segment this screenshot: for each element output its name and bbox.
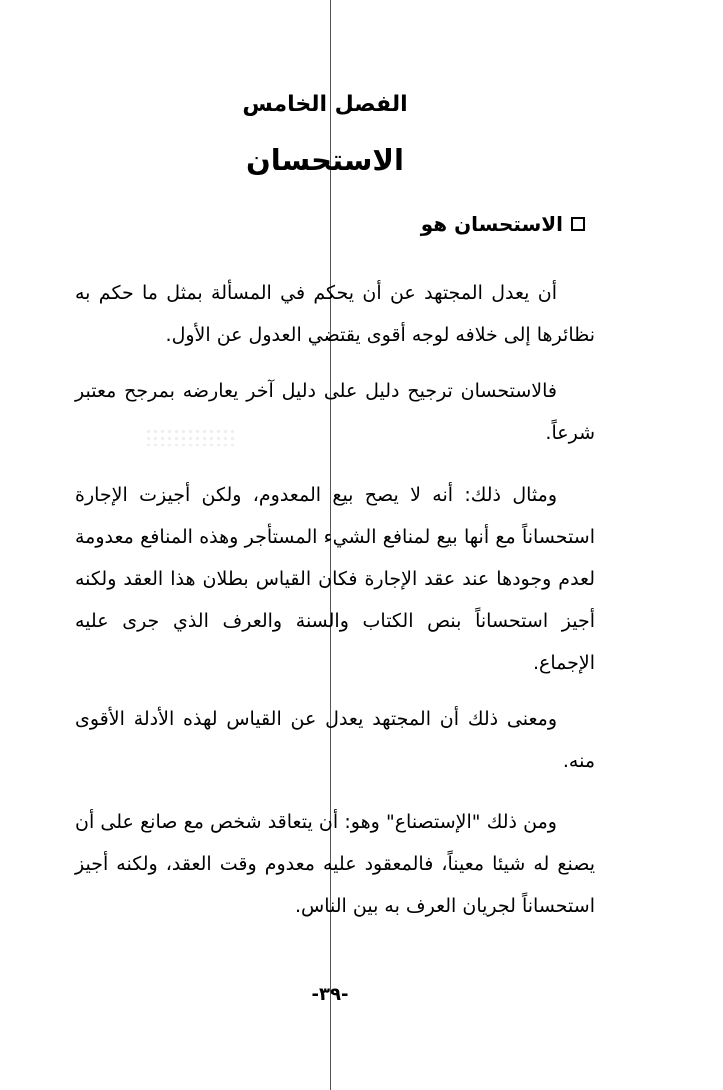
paragraph-2-text: فالاستحسان ترجيح دليل على دليل آخر يعارضه بمرجح معتبر شرعاً.: [75, 380, 595, 444]
paragraph-3-text: ومثال ذلك: أنه لا يصح بيع المعدوم، ولكن أجيزت الإجارة استحساناً مع أنها بيع لمنافع الشيء المستأجر وهذه المنافع معدومة لعدم وجودها عند عقد الإجارة فكان القياس بطلان هذا العقد ولكنه أجيز استحساناً بنص الكتاب والسنة والعرف الذي جرى عليه الإجماع.: [75, 484, 595, 674]
square-bullet-icon: [571, 217, 585, 231]
paragraph-5-text: ومن ذلك "الإستصناع" وهو: أن يتعاقد شخص مع صانع على أن يصنع له شيئا معيناً، فالمعقود عليه معدوم وقت العقد، ولكنه أجيز استحساناً لجريان العرف به بين الناس.: [75, 811, 595, 917]
section-heading-text: الاستحسان هو: [420, 212, 563, 236]
paragraph-1-text: أن يعدل المجتهد عن أن يحكم في المسألة بمثل ما حكم به نظائرها إلى خلافه لوجه أقوى يقتضي العدول عن الأول.: [75, 282, 595, 346]
section-heading: [421, 212, 585, 236]
paragraph-4-text: ومعنى ذلك أن المجتهد يعدل عن القياس لهذه الأدلة الأقوى منه.: [75, 708, 595, 772]
chapter-label: الفصل الخامس: [242, 92, 408, 117]
paragraph-2: [75, 370, 595, 454]
paragraph-5: [75, 801, 595, 927]
paragraph-4: [75, 698, 595, 782]
page-number: -٣٩-: [311, 984, 349, 1005]
page-title: [0, 143, 650, 177]
page-title-text: الاستحسان: [246, 143, 404, 177]
paragraph-3: [75, 474, 595, 684]
paragraph-1: [75, 272, 595, 356]
